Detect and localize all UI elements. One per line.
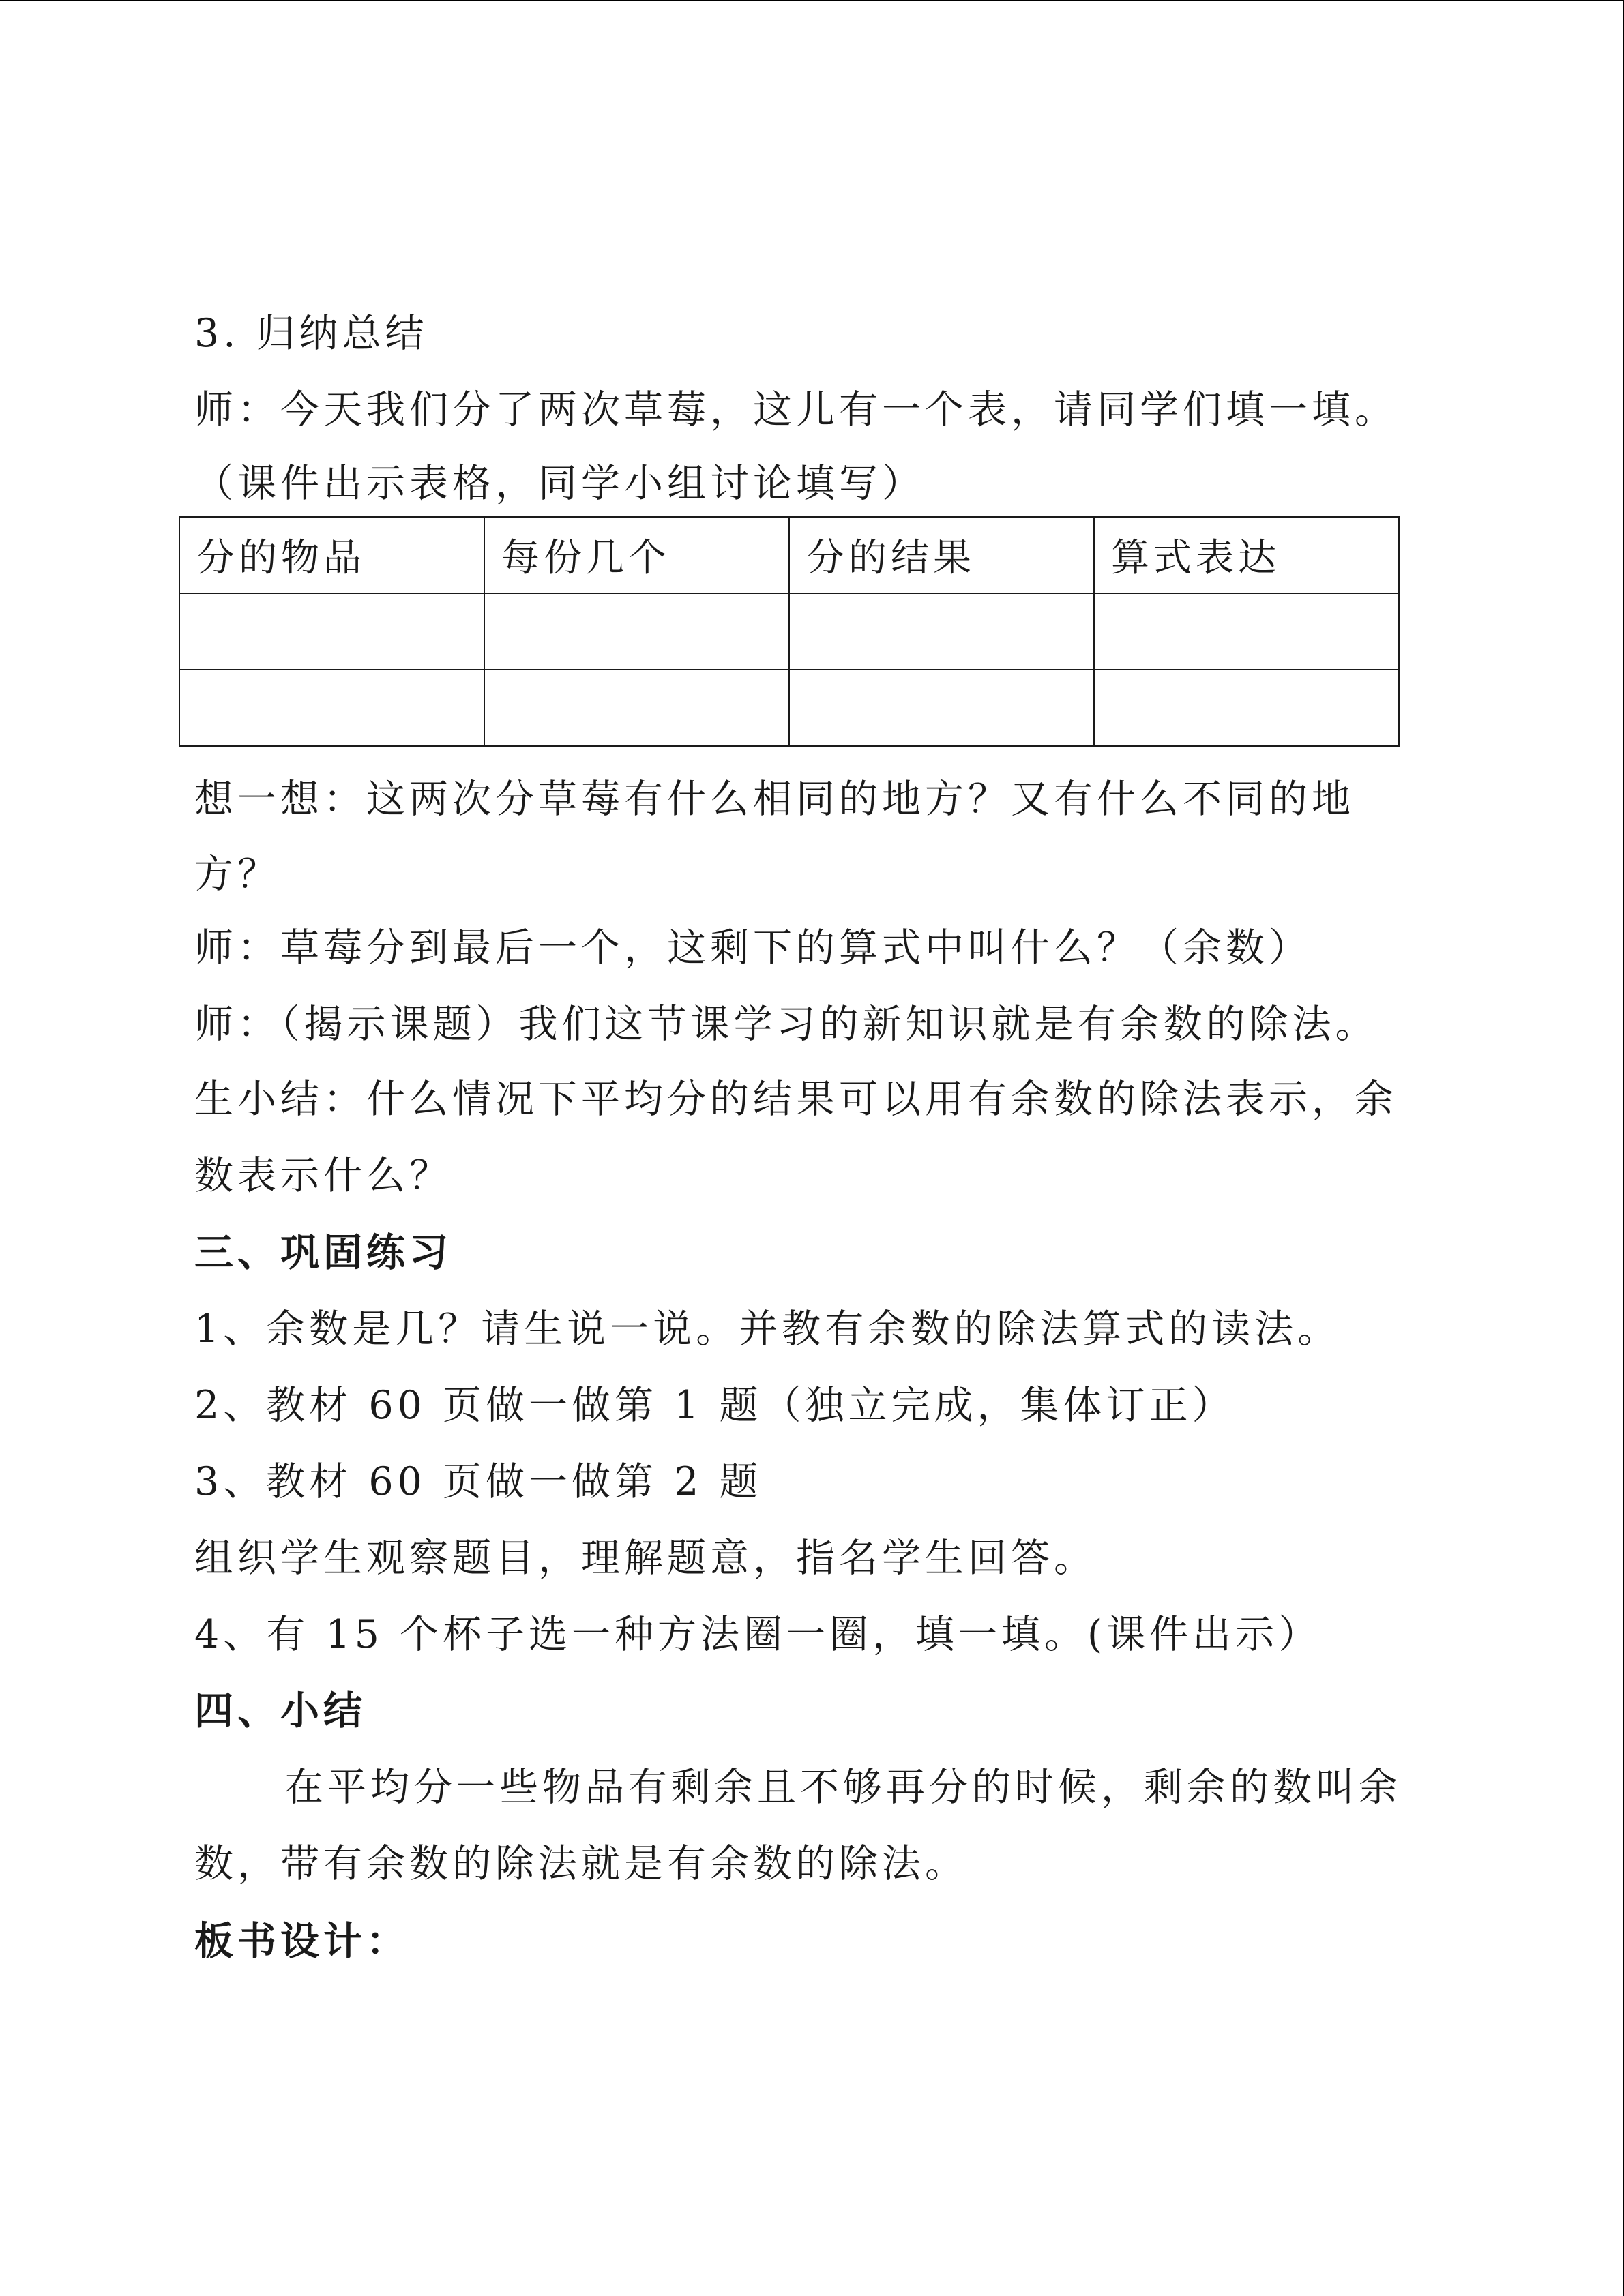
table-cell [484,670,789,746]
think-line-1: 想一想：这两次分草莓有什么相同的地方？又有什么不同的地 [194,777,1355,822]
table-cell [789,593,1094,670]
table-header-cell: 分的物品 [179,517,484,593]
think-line-2: 方？ [194,852,280,897]
board-design-heading: 板书设计： [194,1918,409,1964]
teacher-line-2: 师：草莓分到最后一个，这剩下的算式中叫什么？（余数） [194,925,1312,970]
table-header-cell: 每份几个 [484,517,789,593]
table-cell [1094,593,1399,670]
table-header-cell: 分的结果 [789,517,1094,593]
summary-line-1: 在平均分一些物品有剩余且不够再分的时候，剩余的数叫余 [284,1765,1402,1810]
section3-heading: 3. 归纳总结 [194,311,428,356]
table-row [179,670,1399,746]
table-cell [789,670,1094,746]
practice-item: 1、余数是几？请生说一说。并教有余数的除法算式的读法。 [194,1307,1341,1352]
practice-heading: 三、巩固练习 [194,1229,452,1275]
table-cell [179,593,484,670]
summary-line-2: 数，带有余数的除法就是有余数的除法。 [194,1841,968,1886]
practice-item: 4、有 15 个杯子选一种方法圈一圈，填一填。(课件出示） [194,1612,1322,1657]
table-header-cell: 算式表达 [1094,517,1399,593]
fill-in-table [179,516,1400,747]
teacher-line-3: 师：（揭示课题）我们这节课学习的新知识就是有余数的除法。 [194,1002,1378,1047]
table-cell [179,670,484,746]
table-cell [1094,670,1399,746]
summary-heading: 四、小结 [194,1688,366,1733]
table-header-row [179,517,1399,593]
practice-item: 3、教材 60 页做一做第 2 题 [194,1459,763,1504]
teacher-line-1: 师：今天我们分了两次草莓，这儿有一个表，请同学们填一填。 [194,387,1398,432]
student-summary-line-2: 数表示什么？ [194,1153,452,1198]
student-summary-line-1: 生小结：什么情况下平均分的结果可以用有余数的除法表示，余 [194,1077,1398,1122]
table-row [179,593,1399,670]
courseware-note: （课件出示表格，同学小组讨论填写） [194,461,925,506]
table-cell [484,593,789,670]
practice-item: 组织学生观察题目，理解题意，指名学生回答。 [194,1536,1097,1581]
practice-item: 2、教材 60 页做一做第 1 题（独立完成，集体订正） [194,1383,1235,1428]
